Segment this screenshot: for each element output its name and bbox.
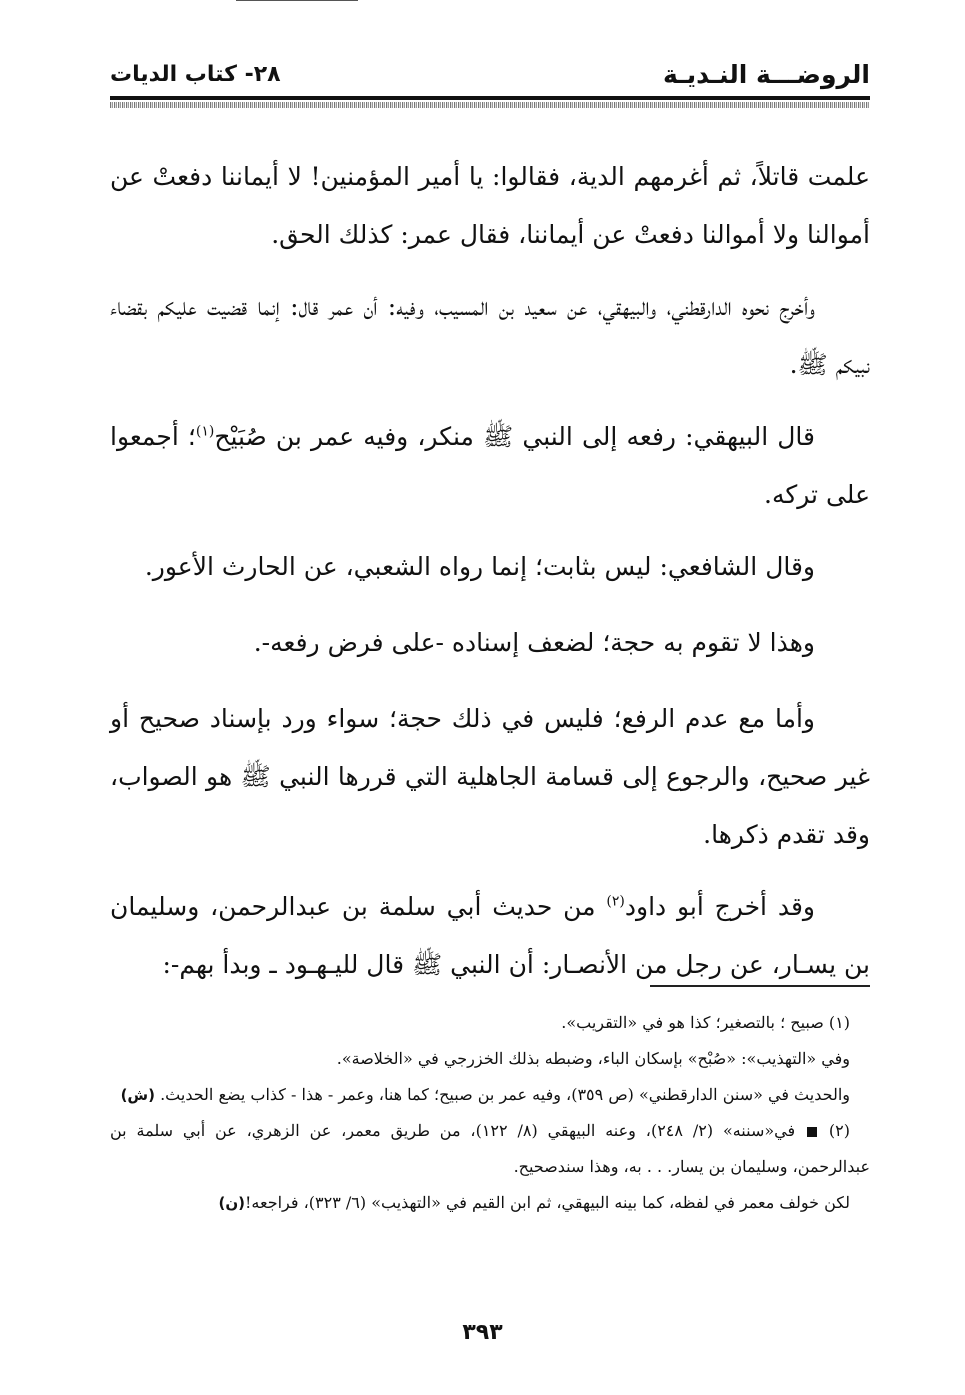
paragraph-3-text: قال البيهقي: رفعه إلى النبي ﷺ منكر، وفيه عمر بن صُبَيْح: [214, 422, 815, 451]
footnote-2-number: (٢): [828, 1121, 850, 1140]
footnote-2: [110, 1113, 870, 1185]
paragraph-3-tail: ؛ أجمعوا على تركه.: [110, 422, 870, 509]
paragraph-7-text: وقد أخرج أبو داود: [624, 892, 815, 921]
book-title: الروضـــة النـديـة: [663, 60, 870, 89]
header-rule: [110, 96, 870, 100]
running-header: [110, 58, 870, 94]
footnote-2-text: في«سننه» (٢/ ٢٤٨)، وعنه البيهقي (٨/ ١٢٢)، من طريق معمر، عن الزهري، عن أبي سلمة بن عبدالرحمن، وسليمان بن يسار. . . به، وهذا سندصحيح.: [110, 1121, 870, 1176]
footnote-1-text: والحديث في «سنن الدارقطني» (ص ٣٥٩)، وفيه عمر بن صبيح؛ كما هنا، وعمر - هذا - كذاب يضع الحديث.: [160, 1085, 850, 1104]
paragraph-7-tail: من حديث أبي سلمة بن عبدالرحمن، وسليمان بن يسـار، عن رجل من الأنصـار: أن النبي ﷺ قال لليـهـود ـ وبدأ بهم-:: [110, 892, 870, 979]
footnote-1-cont-2: [110, 1077, 870, 1113]
footnote-1-cont: وفي «التهذيب»: «صُبْح» بإسكان الباء، وضبطه بذلك الخزرجي في «الخلاصة».: [336, 1049, 850, 1068]
chapter-title: ٢٨- كتاب الديات: [110, 62, 281, 87]
paragraph-7: [110, 878, 870, 994]
paragraph-2: وأخرج نحوه الدارقطني، والبيهقي، عن سعيد بن المسيب، وفيه: أن عمر قال: إنما قضيت عليكم بقضاء نبيكم ﷺ.: [110, 292, 870, 379]
footnote-separator: [650, 985, 870, 987]
footnote-ref-1[interactable]: (١): [195, 423, 215, 440]
square-icon: [807, 1127, 817, 1137]
paragraph-1: علمت قاتلاً، ثم أغرمهم الدية، فقالوا: يا أمير المؤمنين! لا أيماننا دفعتْ عن أموالنا ولا أموالنا دفعتْ عن أيماننا، فقال عمر: كذلك الحق.: [110, 162, 870, 249]
paragraph-4: وقال الشافعي: ليس بثابت؛ إنما رواه الشعبي، عن الحارث الأعور.: [144, 552, 815, 581]
top-rule: [236, 0, 358, 1]
page-number: ٣٩٣: [462, 1320, 503, 1345]
footnote-2-cont: [110, 1185, 870, 1221]
editor-mark-sh: (ش): [120, 1086, 155, 1104]
paragraph-3: [110, 408, 870, 524]
header-rule-texture: [110, 102, 870, 108]
paragraph-5: وهذا لا تقوم به حجة؛ لضعف إسناده -على فرض رفعه-.: [253, 628, 815, 657]
footnotes: [110, 1005, 870, 1221]
footnote-ref-2[interactable]: (٢): [606, 893, 625, 910]
footnote-1: (١) صبيح ؛ بالتصغير؛ كذا هو في «التقريب».: [561, 1013, 850, 1032]
footnote-2-cont-text: لكن خولف معمر في لفظه، كما بينه البيهقي، ثم ابن القيم في «التهذيب» (٦/ ٣٢٣)، فراجعه!: [244, 1193, 850, 1212]
editor-mark-n: (ن): [218, 1194, 245, 1212]
paragraph-6: وأما مع عدم الرفع؛ فليس في ذلك حجة؛ سواء ورد بإسناد صحيح أو غير صحيح، والرجوع إلى قسامة الجاهلية التي قررها النبي ﷺ هو الصواب، وقد تقدم ذكرها.: [110, 704, 870, 849]
main-text: [110, 148, 870, 1008]
